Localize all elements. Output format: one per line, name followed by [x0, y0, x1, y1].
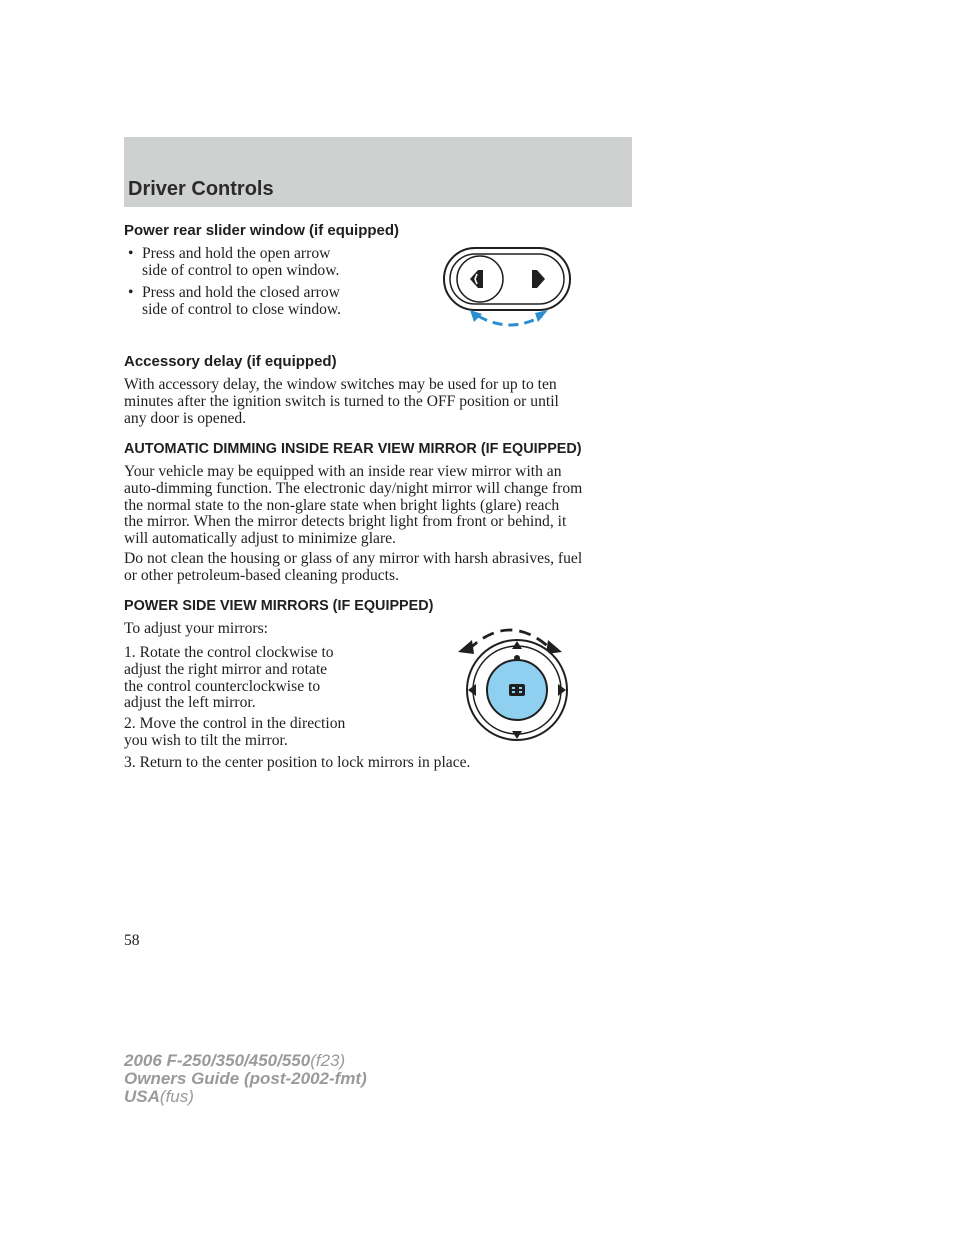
text-line: 3. Return to the center position to lock mirrors in place.: [124, 754, 471, 771]
text-line: With accessory delay, the window switches may be used for up to ten: [124, 376, 557, 393]
accessory-delay-heading: Accessory delay (if equipped): [124, 353, 337, 370]
text-line: any door is opened.: [124, 409, 247, 427]
text-line: you wish to tilt the mirror.: [124, 731, 288, 749]
text-line: To adjust your mirrors:: [124, 620, 268, 637]
footer-guide-name: Owners Guide (post-2002-fmt): [124, 1069, 367, 1088]
bullet-line: Press and hold the open arrow: [142, 245, 331, 262]
text-line: or other petroleum-based cleaning products.: [124, 566, 399, 584]
power-mirror-control-icon: [450, 618, 570, 742]
text-line: 1. Rotate the control clockwise to: [124, 644, 334, 661]
bullet-line: side of control to open window.: [142, 261, 340, 279]
rear-slider-window-switch-icon: [440, 244, 580, 336]
accessory-delay-paragraph: [124, 377, 636, 427]
text-line: auto-dimming function. The electronic day/night mirror will change from: [124, 479, 583, 497]
auto-dimming-heading: AUTOMATIC DIMMING INSIDE REAR VIEW MIRROR (IF EQUIPPED): [124, 441, 582, 457]
text-line: will automatically adjust to minimize glare.: [124, 530, 396, 548]
footer-line-1: [124, 1052, 367, 1070]
auto-dimming-paragraph-1: [124, 464, 636, 548]
footer-line-3: [124, 1088, 367, 1106]
rear-slider-heading: Power rear slider window (if equipped): [124, 222, 400, 239]
bullet-line: Press and hold the closed arrow: [142, 284, 340, 301]
footer-model: 2006 F-250/350/450/550: [124, 1051, 311, 1070]
power-mirrors-step-2: [124, 716, 424, 750]
document-footer: [124, 1052, 367, 1106]
text-line: adjust the left mirror.: [124, 694, 256, 712]
text-line: 2. Move the control in the direction: [124, 715, 346, 732]
bullet-marker: •: [128, 284, 134, 301]
text-line: Do not clean the housing or glass of any mirror with harsh abrasives, fuel: [124, 550, 583, 567]
footer-model-code: (f23): [310, 1051, 346, 1070]
rear-slider-bullet-2: [128, 285, 428, 319]
bullet-marker: •: [128, 245, 134, 262]
page-number: 58: [124, 932, 140, 949]
section-title: Driver Controls: [128, 178, 274, 200]
footer-market: USA: [124, 1087, 160, 1106]
text-line: the control counterclockwise to: [124, 677, 321, 695]
power-mirrors-step-1: [124, 645, 424, 712]
footer-line-2: [124, 1070, 367, 1088]
text-line: Your vehicle may be equipped with an inside rear view mirror with an: [124, 463, 562, 480]
text-line: the mirror. When the mirror detects bright light from front or behind, it: [124, 513, 567, 531]
text-line: the normal state to the non-glare state when bright lights (glare) reach: [124, 496, 560, 514]
text-line: adjust the right mirror and rotate: [124, 660, 328, 678]
power-mirrors-heading: POWER SIDE VIEW MIRRORS (IF EQUIPPED): [124, 598, 434, 614]
power-mirrors-step-3: [124, 755, 636, 772]
auto-dimming-paragraph-2: [124, 551, 636, 585]
bullet-line: side of control to close window.: [142, 300, 342, 318]
rear-slider-bullet-1: [128, 246, 428, 280]
footer-market-code: (fus): [159, 1087, 194, 1106]
text-line: minutes after the ignition switch is turned to the OFF position or until: [124, 392, 559, 410]
